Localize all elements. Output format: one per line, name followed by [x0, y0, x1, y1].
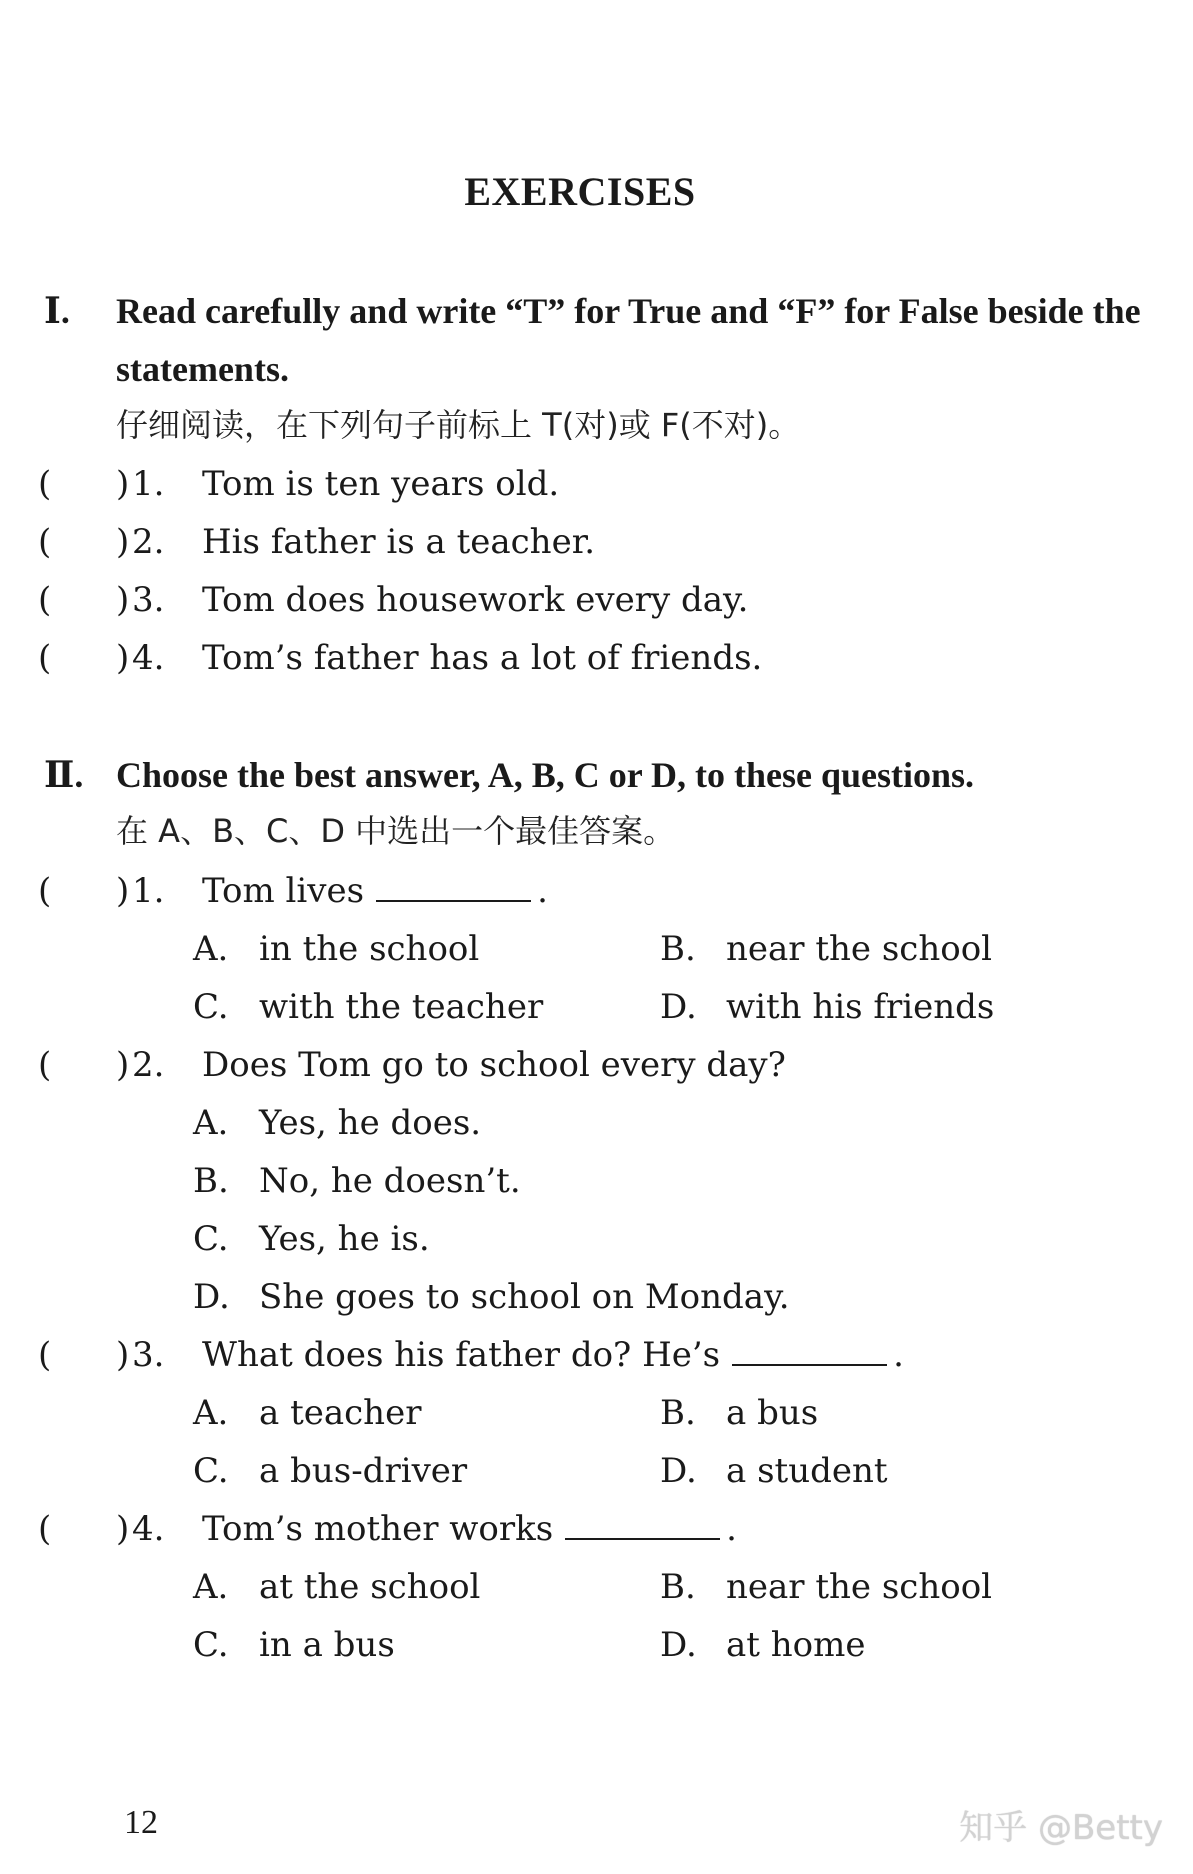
answer-paren-close: ): [116, 1045, 130, 1085]
option-text: at the school: [259, 1567, 481, 1607]
answer-blank[interactable]: [376, 864, 531, 902]
option-c[interactable]: [193, 978, 543, 1036]
option-b[interactable]: [193, 1152, 521, 1210]
section-2-number: Ⅱ.: [44, 755, 84, 795]
option-letter: A.: [193, 1393, 229, 1433]
answer-blank[interactable]: [732, 1328, 887, 1366]
option-d[interactable]: [660, 1442, 888, 1500]
option-letter: C.: [193, 1219, 229, 1259]
option-letter: C.: [193, 1451, 229, 1491]
question-text: Tom does housework every day.: [202, 580, 749, 620]
option-letter: B.: [660, 929, 696, 969]
answer-paren-open[interactable]: (: [38, 638, 52, 678]
option-letter: A.: [193, 1103, 229, 1143]
option-letter: D.: [660, 1451, 697, 1491]
answer-paren-close: ): [116, 638, 130, 678]
option-text: a bus: [726, 1393, 819, 1433]
question-text-after: .: [537, 871, 548, 911]
answer-paren-close: ): [116, 580, 130, 620]
option-text: at home: [726, 1625, 866, 1665]
question-text: [202, 1500, 737, 1558]
option-letter: D.: [660, 1625, 697, 1665]
answer-paren-open[interactable]: (: [38, 1045, 52, 1085]
answer-paren-close: ): [116, 522, 130, 562]
answer-paren-open[interactable]: (: [38, 522, 52, 562]
option-letter: B.: [660, 1567, 696, 1607]
answer-paren-close: ): [116, 1509, 130, 1549]
section-1-instruction: Read carefully and write “T” for True and “F” for False beside the statements.: [116, 291, 1141, 389]
s1-question-1: [0, 455, 1193, 513]
option-text: in a bus: [259, 1625, 395, 1665]
option-text: a student: [726, 1451, 888, 1491]
question-number: 1.: [132, 464, 165, 504]
question-text: Tom’s father has a lot of friends.: [202, 638, 763, 678]
section-2-instruction: Choose the best answer, A, B, C or D, to these questions.: [116, 755, 975, 795]
answer-paren-open[interactable]: (: [38, 1335, 52, 1375]
s2-question-1: [0, 862, 1193, 920]
option-c[interactable]: [193, 1442, 467, 1500]
option-text: a bus-driver: [259, 1451, 468, 1491]
option-text: with his friends: [726, 987, 995, 1027]
s2-question-4: [0, 1500, 1193, 1558]
question-text: His father is a teacher.: [202, 522, 596, 562]
answer-paren-open[interactable]: (: [38, 871, 52, 911]
option-text: No, he doesn’t.: [259, 1161, 521, 1201]
question-text-before: What does his father do? He’s: [202, 1335, 721, 1375]
option-letter: B.: [660, 1393, 696, 1433]
option-text: with the teacher: [259, 987, 544, 1027]
option-d[interactable]: [193, 1268, 790, 1326]
option-letter: A.: [193, 1567, 229, 1607]
s2-question-3: [0, 1326, 1193, 1384]
option-c[interactable]: [193, 1210, 430, 1268]
s1-question-2: [0, 513, 1193, 571]
option-letter: C.: [193, 1625, 229, 1665]
question-text-before: Tom’s mother works: [202, 1509, 554, 1549]
option-text: near the school: [726, 929, 993, 969]
s2-question-2: [0, 1036, 1193, 1094]
question-text: Tom is ten years old.: [202, 464, 560, 504]
section-1-instruction-zh: 仔细阅读，在下列句子前标上 T(对)或 F(不对)。: [116, 406, 801, 444]
question-text: Does Tom go to school every day?: [202, 1045, 786, 1085]
option-text: near the school: [726, 1567, 993, 1607]
page-title: EXERCISES: [464, 169, 696, 214]
question-text: [202, 1326, 904, 1384]
option-d[interactable]: [660, 978, 994, 1036]
option-text: Yes, he is.: [259, 1219, 430, 1259]
question-number: 2.: [132, 522, 165, 562]
option-b[interactable]: [660, 1384, 818, 1442]
option-text: a teacher: [259, 1393, 422, 1433]
option-text: in the school: [259, 929, 480, 969]
option-d[interactable]: [660, 1616, 865, 1674]
question-text-after: .: [726, 1509, 737, 1549]
answer-paren-open[interactable]: (: [38, 1509, 52, 1549]
option-letter: C.: [193, 987, 229, 1027]
option-a[interactable]: [193, 920, 479, 978]
option-text: Yes, he does.: [259, 1103, 482, 1143]
option-a[interactable]: [193, 1558, 480, 1616]
answer-paren-open[interactable]: (: [38, 464, 52, 504]
option-c[interactable]: [193, 1616, 395, 1674]
option-letter: A.: [193, 929, 229, 969]
option-letter: D.: [660, 987, 697, 1027]
option-text: She goes to school on Monday.: [259, 1277, 790, 1317]
option-a[interactable]: [193, 1384, 421, 1442]
question-number: 4.: [132, 638, 165, 678]
watermark: 知乎 @Betty: [959, 1808, 1163, 1848]
answer-paren-close: ): [116, 871, 130, 911]
question-text-after: .: [893, 1335, 904, 1375]
question-number: 4.: [132, 1509, 165, 1549]
s1-question-4: [0, 629, 1193, 687]
page-number: 12: [124, 1804, 158, 1841]
option-letter: D.: [193, 1277, 230, 1317]
question-number: 3.: [132, 580, 165, 620]
answer-blank[interactable]: [565, 1502, 720, 1540]
question-number: 1.: [132, 871, 165, 911]
option-letter: B.: [193, 1161, 229, 1201]
section-1-number: Ⅰ.: [44, 291, 70, 331]
s1-question-3: [0, 571, 1193, 629]
question-text-before: Tom lives: [202, 871, 365, 911]
section-2-instruction-zh: 在 A、B、C、D 中选出一个最佳答案。: [116, 812, 676, 850]
answer-paren-open[interactable]: (: [38, 580, 52, 620]
option-b[interactable]: [660, 920, 992, 978]
answer-paren-close: ): [116, 1335, 130, 1375]
option-b[interactable]: [660, 1558, 992, 1616]
question-number: 2.: [132, 1045, 165, 1085]
option-a[interactable]: [193, 1094, 481, 1152]
question-number: 3.: [132, 1335, 165, 1375]
question-text: [202, 862, 548, 920]
answer-paren-close: ): [116, 464, 130, 504]
